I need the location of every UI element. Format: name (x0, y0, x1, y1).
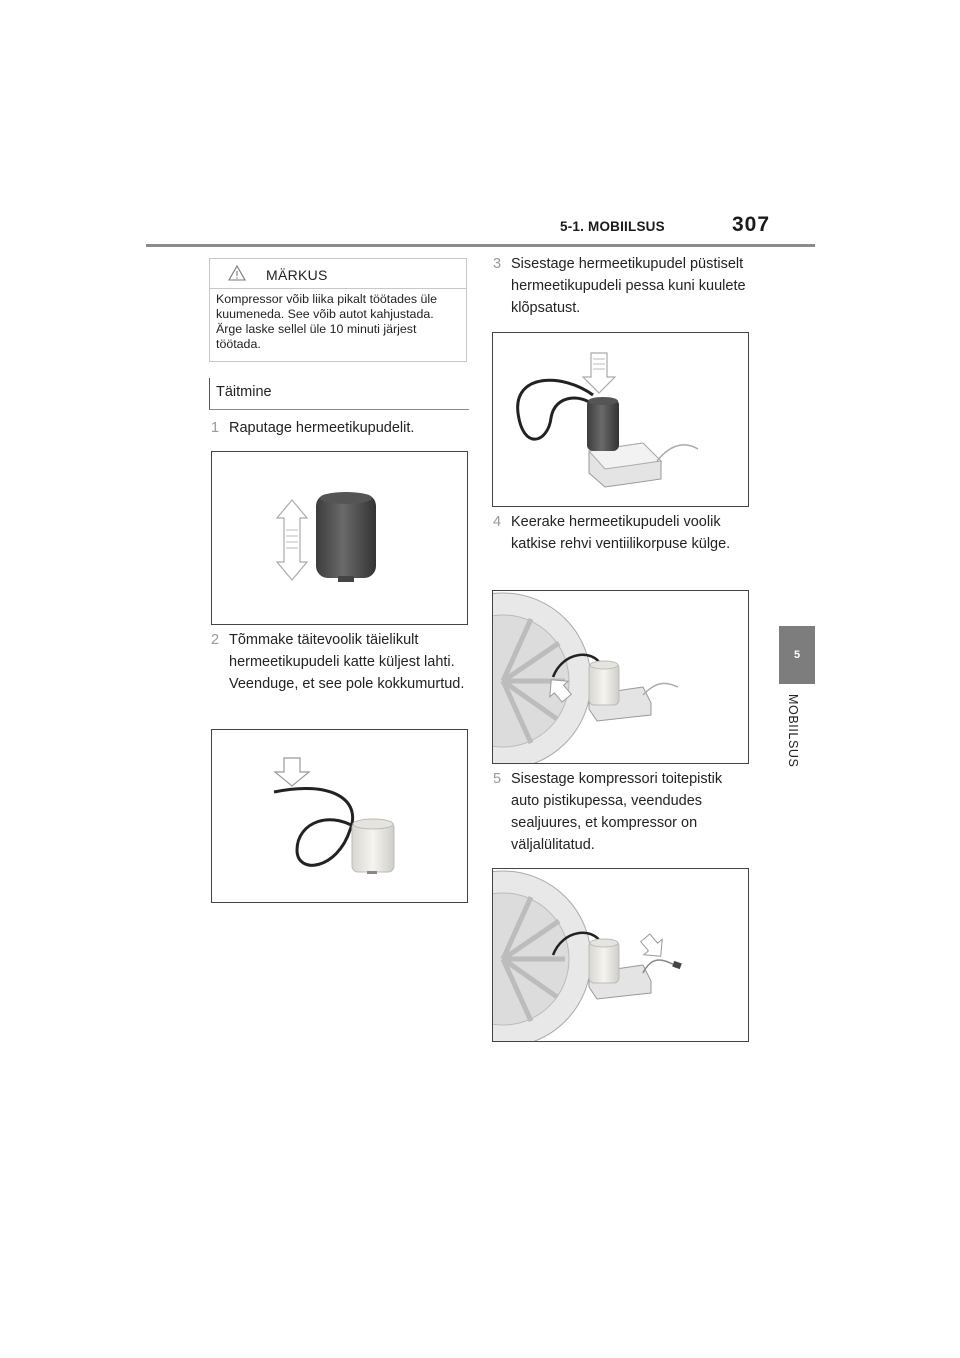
step-text: Sisestage hermeetikupudel püstiselt hermeetikupudeli pessa kuni kuulete klõpsatust. (511, 256, 746, 316)
figure-shake-bottle (211, 451, 468, 625)
step-number: 3 (493, 256, 502, 272)
step-1 (211, 417, 471, 439)
figure-plug-in-compressor (492, 868, 749, 1042)
chapter-tab (779, 626, 815, 684)
notice-title: MÄRKUS (266, 267, 328, 283)
notice-header (228, 264, 328, 286)
step-3 (493, 253, 763, 319)
figure-insert-bottle (492, 332, 749, 507)
step-number: 4 (493, 514, 502, 530)
figure-pull-hose (211, 729, 468, 903)
notice-text: Kompressor võib liika pikalt töötades üle kuumeneda. See võib autot kahjustada. Ärge laske sellel üle 10 minuti järjest töötada. (216, 292, 438, 351)
subheading (209, 378, 469, 410)
step-number: 1 (211, 420, 220, 436)
warning-triangle-icon (228, 265, 246, 286)
chapter-number: 5 (793, 649, 801, 661)
page-number: 307 (732, 213, 771, 236)
step-4 (493, 511, 763, 555)
step-5 (493, 768, 763, 856)
subheading-text: Täitmine (216, 384, 272, 400)
figure-connect-valve (492, 590, 749, 764)
notice-divider (210, 288, 466, 289)
step-text: Tõmmake täitevoolik täielikult hermeetikupudeli katte küljest lahti. Veenduge, et see pole kokkumurtud. (229, 632, 465, 692)
step-2 (211, 629, 471, 695)
chapter-tab-label: MOBIILSUS (786, 694, 800, 768)
header-divider (146, 244, 815, 247)
step-text: Raputage hermeetikupudelit. (229, 420, 415, 436)
step-text: Keerake hermeetikupudeli voolik katkise rehvi ventiilikorpuse külge. (511, 514, 731, 552)
notice-box (209, 258, 467, 362)
step-text: Sisestage kompressori toitepistik auto pistikupessa, veendudes sealjuures, et kompressor on väljalülitatud. (511, 771, 723, 853)
step-number: 2 (211, 632, 220, 648)
step-number: 5 (493, 771, 502, 787)
section-title: 5-1. MOBIILSUS (560, 219, 665, 234)
